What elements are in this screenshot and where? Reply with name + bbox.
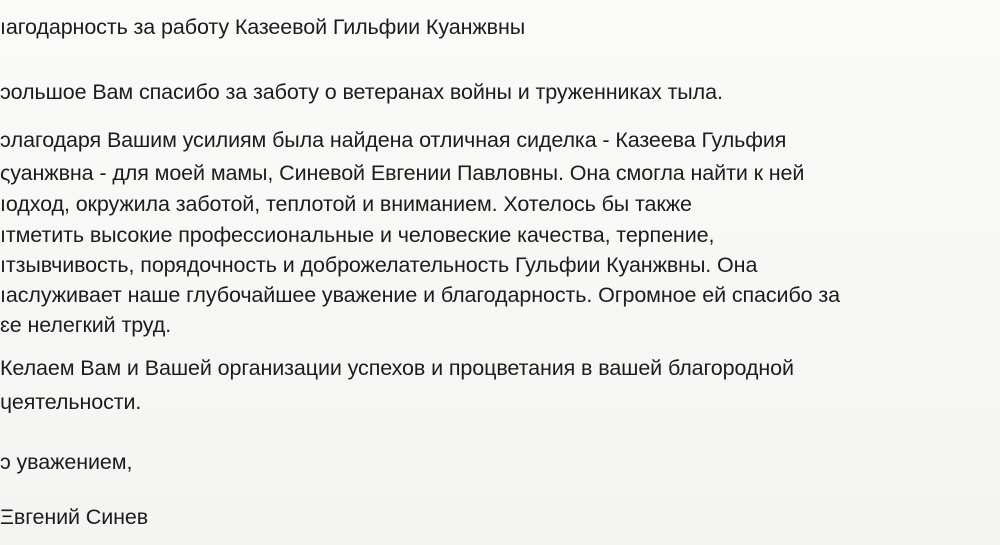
paragraph-thanks: ɔольшое Вам спасибо за заботу о ветеранах войны и труженниках тыла. bbox=[0, 80, 723, 104]
paragraph-body-line: ɔлагодаря Вашим усилиям была найдена отличная сиделка - Казеева Гульфия bbox=[0, 128, 787, 152]
paragraph-wishes-line: Келаем Вам и Вашей организации успехов и процветания в вашей благородной bbox=[0, 356, 794, 380]
letter-title: ıагодарность за работу Казеевой Гильфии Куанжвны bbox=[0, 15, 526, 39]
paragraph-body-line: ıаслуживает наше глубочайшее уважение и благодарность. Огромное ей спасибо за bbox=[0, 283, 841, 307]
paragraph-body-line: ıтметить высокие профессиональные и человеские качества, терпение, bbox=[0, 223, 715, 247]
paragraph-body-line: ɛе нелегкий труд. bbox=[0, 313, 172, 337]
paragraph-body-line: ςуанжвна - для моей мамы, Синевой Евгении Павловны. Она смогла найти к ней bbox=[0, 161, 805, 185]
paragraph-wishes-line: ɥеятельности. bbox=[0, 390, 142, 414]
letter-signature: Ξвгений Синев bbox=[0, 505, 149, 529]
letter-closing: ɔ уважением, bbox=[0, 450, 133, 474]
paragraph-body-line: ıодход, окружила заботой, теплотой и вниманием. Хотелось бы также bbox=[0, 192, 692, 216]
paragraph-body-line: ıтзывчивость, порядочность и доброжелательность Гульфии Куанжвны. Она bbox=[0, 253, 758, 277]
